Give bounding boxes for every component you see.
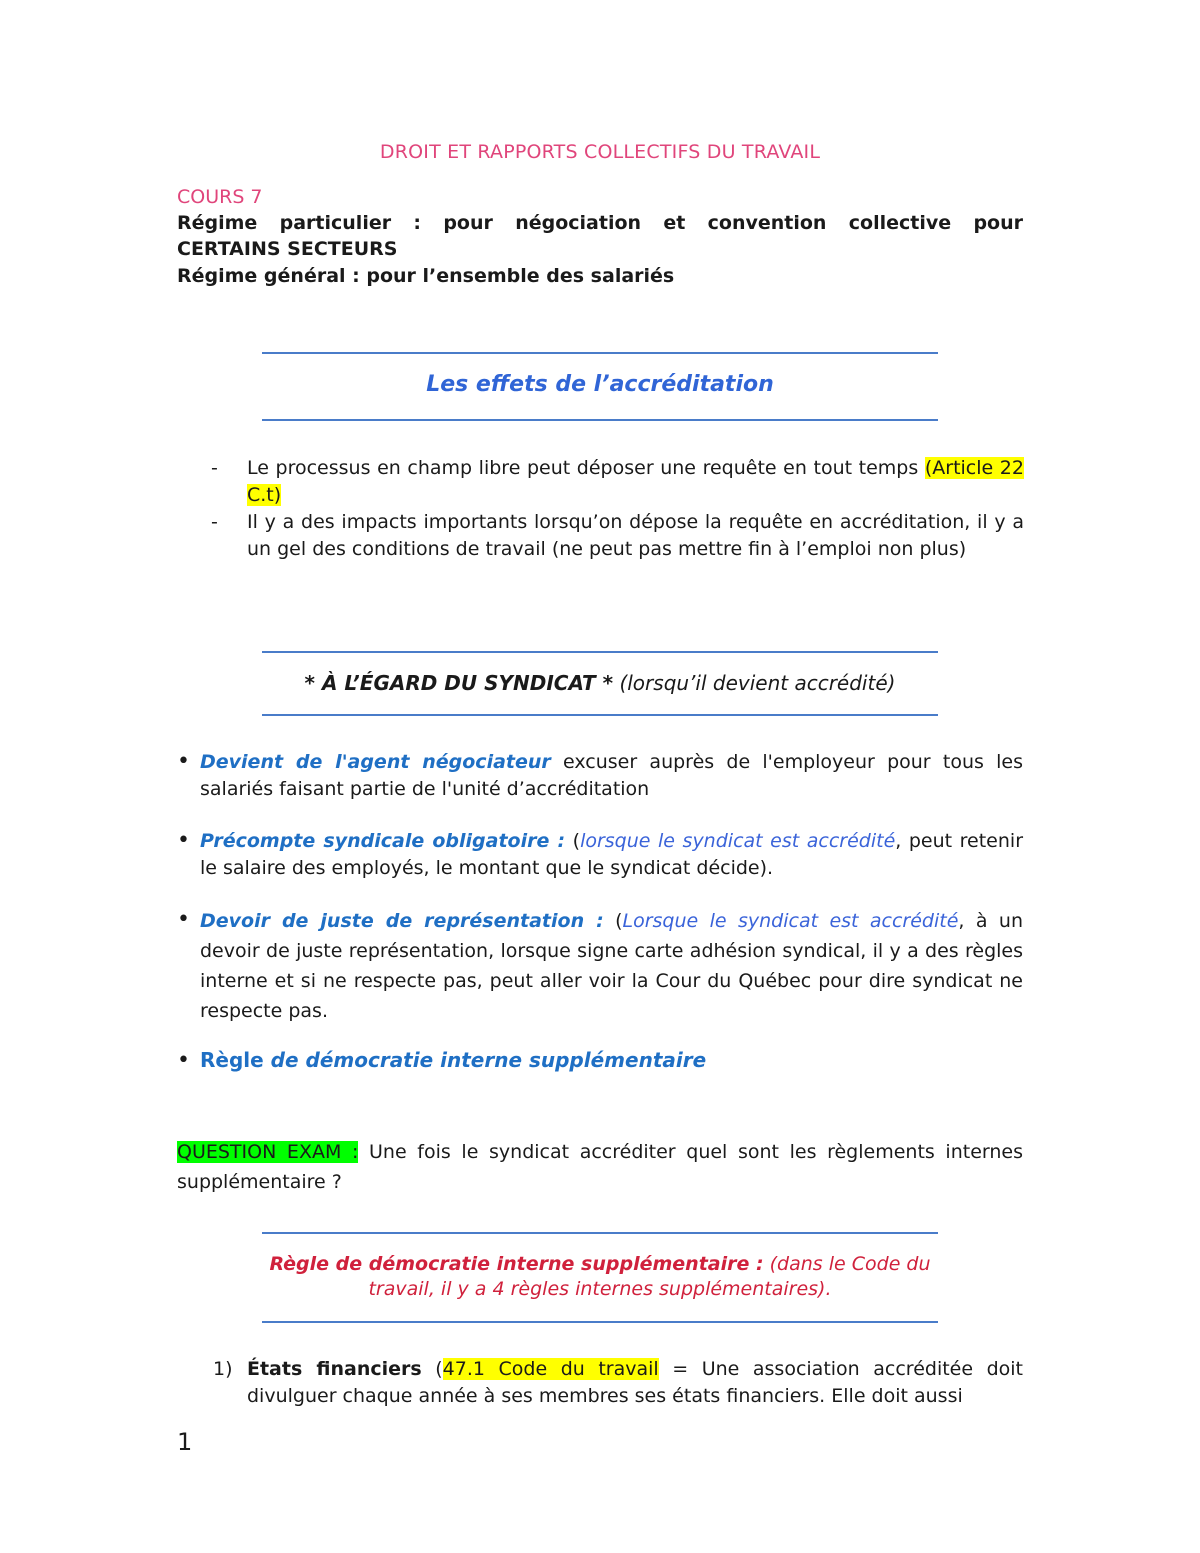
section-divider — [262, 1232, 938, 1234]
section-divider — [262, 1321, 938, 1323]
list-item — [200, 906, 1023, 1026]
question-text: Une fois le syndicat accréditer quel sont les règlements internes supplémentaire ? — [177, 1141, 1024, 1193]
list-item — [200, 1047, 1023, 1074]
section-divider — [262, 419, 938, 421]
list-item-text: Il y a des impacts importants lorsqu’on dépose la requête en accréditation, il y a un gel des conditions de travail (ne peut pas mettre fin à l’emploi non plus) — [247, 511, 1024, 560]
bullet-icon: • — [177, 907, 190, 932]
heading-bold-part: * À L’ÉGARD DU SYNDICAT * — [304, 671, 614, 695]
page-number: 1 — [177, 1428, 193, 1456]
exam-question — [177, 1137, 1023, 1197]
list-item — [247, 509, 1024, 563]
bullet-icon: • — [177, 749, 190, 774]
item-text: , à un devoir de juste représentation, lorsque signe carte adhésion syndical, il y a des règles interne et si ne respecte pas, peut aller voir la Cour du Québec pour dire syndicat ne respecte pas. — [200, 910, 1023, 1022]
course-number: COURS 7 — [177, 186, 263, 208]
item-text: , peut retenir le salaire des employés, le montant que le syndicat décide). — [200, 830, 1024, 879]
question-label-highlight: QUESTION EXAM : — [177, 1141, 359, 1163]
list-item-text: Le processus en champ libre peut déposer une requête en tout temps — [247, 457, 925, 479]
list-dash: - — [211, 457, 218, 479]
item-text: = Une association accréditée doit divulguer chaque année à ses membres ses états financiers. Elle doit aussi — [247, 1358, 1024, 1407]
numbered-item — [247, 1356, 1023, 1410]
list-dash: - — [211, 511, 218, 533]
heading-rest-part: (dans le Code du travail, il y a 4 règles internes supplémentaires). — [368, 1253, 931, 1300]
section-heading-accreditation: Les effets de l’accréditation — [426, 372, 774, 397]
item-label: États financiers — [247, 1358, 422, 1380]
section-heading-democratie — [260, 1252, 940, 1302]
item-paren: ( — [421, 1358, 443, 1380]
item-paren: ( — [603, 910, 623, 932]
item-label: Devoir de juste de représentation : — [200, 910, 604, 932]
code-reference-highlight: 47.1 Code du travail — [442, 1358, 659, 1380]
item-label: Devient de l'agent négociateur — [200, 751, 551, 773]
list-item — [247, 455, 1024, 509]
item-italic: lorsque le syndicat est accrédité — [580, 830, 896, 852]
section-divider — [262, 651, 938, 653]
bullet-icon: • — [177, 1048, 190, 1073]
list-item — [200, 828, 1023, 882]
item-text: excuser auprès de l'employeur pour tous les salariés faisant partie de l'unité d’accréditation — [200, 751, 1023, 800]
regime-particulier-line: Régime particulier : pour négociation et convention collective pour — [177, 212, 1023, 234]
heading-bold-part: Règle de démocratie interne supplémentaire : — [269, 1253, 764, 1275]
document-title: DROIT ET RAPPORTS COLLECTIFS DU TRAVAIL — [379, 141, 821, 163]
regime-particulier-sectors: CERTAINS SECTEURS — [177, 238, 398, 260]
item-paren: ( — [565, 830, 581, 852]
section-heading-syndicat — [0, 671, 1200, 695]
section-divider — [262, 352, 938, 354]
heading-italic-part: (lorsqu’il devient accrédité) — [613, 671, 896, 695]
item-label-plain: Règle — [200, 1048, 264, 1072]
item-label: Précompte syndicale obligatoire : — [200, 830, 566, 852]
regime-general-line: Régime général : pour l’ensemble des salariés — [177, 265, 675, 287]
item-label: de démocratie interne supplémentaire — [263, 1048, 707, 1072]
list-item — [200, 749, 1023, 803]
list-number: 1) — [213, 1358, 233, 1380]
article-reference-highlight: (Article 22 C.t) — [247, 457, 1024, 506]
bullet-icon: • — [177, 828, 190, 853]
item-italic: Lorsque le syndicat est accrédité — [622, 910, 959, 932]
section-divider — [262, 714, 938, 716]
